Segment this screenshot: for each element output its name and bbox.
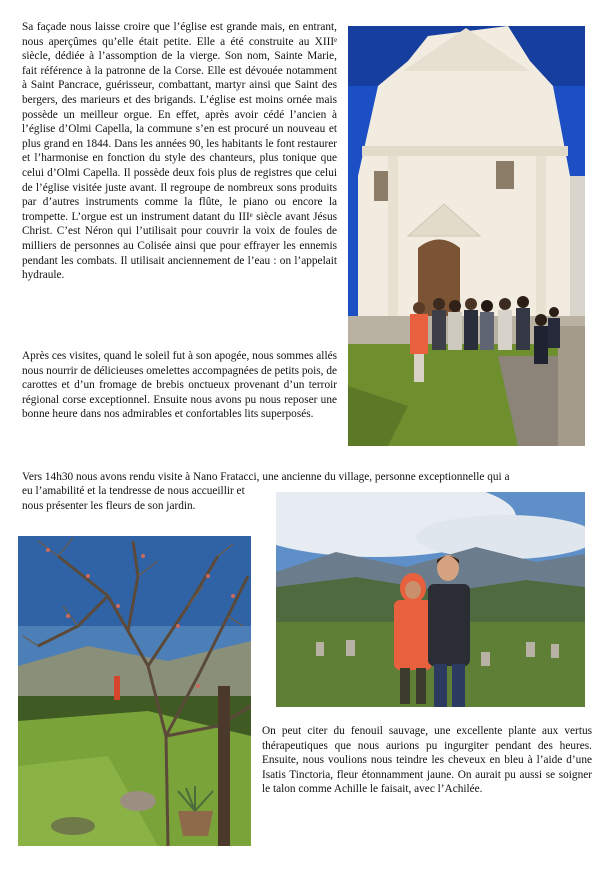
- student-8-head: [535, 314, 547, 326]
- garden-photo: [18, 536, 251, 846]
- paragraph-plants: On peut citer du fenouil sauvage, une excellente plante aux vertus thérapeutiques que nous aurions pu ingurgiter pendant des heures. Ensuite, nous voulions nous teindre les cheveux en bleu à l’aide d’une Isatis Tinctoria, fleur étonnamment jaune. On aurait pu aussi se soigner le talon comme Achille le faisait, avec l’Achilée.: [262, 725, 592, 796]
- dark-jacket: [428, 584, 470, 666]
- garden-illustration: [18, 536, 251, 846]
- student-2-head: [433, 298, 445, 310]
- student-3: [448, 312, 462, 350]
- student-9: [548, 318, 560, 348]
- student-3-head: [449, 300, 461, 312]
- student-7: [516, 308, 530, 350]
- student-5: [480, 312, 494, 350]
- portrait-photo: [276, 492, 585, 707]
- portrait-illustration: [276, 492, 585, 707]
- pink-jacket: [394, 600, 432, 670]
- church-illustration: [348, 26, 585, 446]
- woman-leg-left: [400, 668, 410, 704]
- red-ornament: [114, 676, 120, 700]
- student-7-head: [517, 296, 529, 308]
- student-orange-coat: [410, 314, 428, 354]
- tree-trunk: [218, 686, 230, 846]
- paragraph-visit-line-1: Vers 14h30 nous avons rendu visite à Nano Fratacci, une ancienne du village, personne exceptionnelle qui a: [22, 471, 510, 483]
- student-4: [464, 310, 478, 350]
- stone-wall: [558, 326, 585, 446]
- garden-stone: [120, 791, 156, 811]
- student-9-head: [549, 307, 559, 317]
- woman-face: [405, 581, 421, 599]
- paragraph-visit-continuation: eu l’amabilité et la tendresse de nous accueillir et nous présenter les fleurs de son jardin.: [22, 485, 245, 512]
- flower-pot: [178, 811, 213, 836]
- student-head: [413, 302, 425, 314]
- student-4-head: [465, 298, 477, 310]
- student-8: [534, 326, 548, 364]
- man-leg-right: [452, 664, 465, 707]
- student-5-head: [481, 300, 493, 312]
- window-right: [496, 161, 514, 189]
- woman-leg-right: [416, 668, 426, 704]
- student-2: [432, 310, 446, 350]
- cornice: [362, 146, 568, 156]
- bush: [51, 817, 95, 835]
- paragraph-lunch: Après ces visites, quand le soleil fut à son apogée, nous sommes allés nous nourrir de délicieuses omelettes accompagnées de petits pois, de carottes et d’un fromage de brebis onctueux provenant d’un terroir régional corse exceptionnel. Ensuite nous avons pu nous reposer une bonne heure dans nos admirables et confortables lits superposés.: [22, 350, 337, 421]
- church-photo: [348, 26, 585, 446]
- window-left: [374, 171, 388, 201]
- student-6-head: [499, 298, 511, 310]
- student-6: [498, 310, 512, 350]
- man-leg-left: [434, 664, 447, 707]
- paragraph-church-description: Sa façade nous laisse croire que l’église est grande mais, en entrant, nous aperçûmes qu’elle était petite. Elle a été construite au XIIIᵉ siècle, dédiée à l’assomption de la vierge. Son nom, Sainte Marie, fait référence à la patronne de la Corse. Elle est dévouée notamment à Saint Pancrace, guérisseur, combattant, martyr ainsi que Saint des bergers, des marieurs et des brigands. L’église est moins ornée mais possède un meilleur orgue. En effet, après avoir cédé l’ancien à l’église d’Olmi Capella, la commune s’en est procuré un nouveau et plus grand en 1844. Dans les années 90, les habitants le font restaurer et l’harmonise en fonction du style des chanteurs, plus tonique que celui d’Olmi Capella. Il possède deux fois plus de registres que celui de l’église visitée juste avant. Il regroupe de nombreux sons produits par d’autres instruments comme la flûte, le piano ou encore la trompette. L’orgue est un instrument datant du IIIᵉ siècle avant Jésus Christ. C’est Néron qui l’utilisait pour couvrir la voix de foules de milliers de personnes au Colisée ainsi que pour effrayer les ennemis pendant les combats. Il utilisait anciennement de l’eau : on l’appelait hydraule.: [22, 21, 337, 282]
- student-legs: [414, 354, 424, 382]
